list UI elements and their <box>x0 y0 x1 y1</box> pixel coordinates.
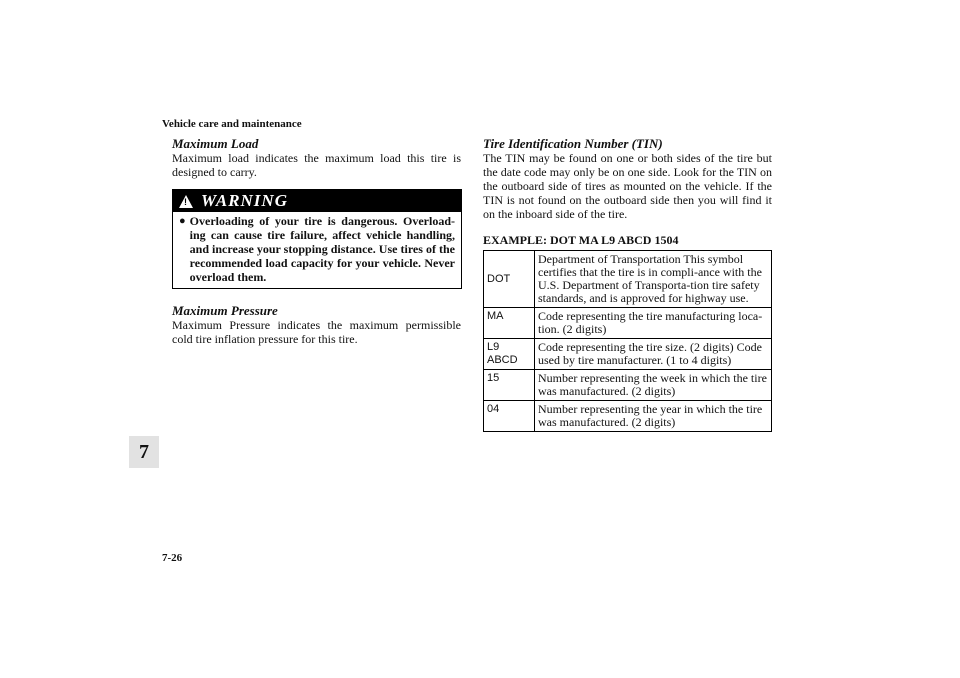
bullet-icon: ● <box>179 215 186 227</box>
max-load-heading: Maximum Load <box>172 136 259 151</box>
left-column <box>172 136 461 346</box>
table-row <box>484 339 772 370</box>
tin-body: The TIN may be found on one or both sides of the tire but the date code may only be on one side. Look for the TIN on the outboard side of tires as mounted on the vehicle. If the TIN is not found on the outboard side then you will find it on the inboard side of the tire. <box>483 151 772 221</box>
table-row <box>484 251 772 308</box>
table-row <box>484 401 772 432</box>
table-desc: Code representing the tire size. (2 digits) Code used by tire manufacturer. (1 to 4 digits) <box>535 339 772 370</box>
table-desc: Department of Transportation This symbol certifies that the tire is in compli-ance with the U.S. Department of Transporta-tion tire safety standards, and is approved for highway use. <box>535 251 772 308</box>
table-code: 04 <box>484 401 535 432</box>
table-row <box>484 370 772 401</box>
tin-heading: Tire Identification Number (TIN) <box>483 136 663 151</box>
right-column <box>483 136 772 432</box>
warning-triangle-icon: ! <box>179 195 193 208</box>
warning-title-bar <box>173 190 461 212</box>
max-load-body: Maximum load indicates the maximum load this tire is designed to carry. <box>172 151 461 179</box>
table-desc: Number representing the year in which the tire was manufactured. (2 digits) <box>535 401 772 432</box>
table-code: DOT <box>484 251 535 308</box>
chapter-tab: 7 <box>129 436 159 468</box>
table-desc: Number representing the week in which the tire was manufactured. (2 digits) <box>535 370 772 401</box>
section-header: Vehicle care and maintenance <box>162 118 302 130</box>
warning-title: WARNING <box>201 191 288 210</box>
tin-example: EXAMPLE: DOT MA L9 ABCD 1504 <box>483 233 679 247</box>
page-number: 7-26 <box>162 552 183 564</box>
warning-body <box>173 212 461 288</box>
tin-table <box>483 250 772 432</box>
table-desc: Code representing the tire manufacturing loca-tion. (2 digits) <box>535 308 772 339</box>
table-row <box>484 308 772 339</box>
table-code: MA <box>484 308 535 339</box>
table-code: L9 ABCD <box>484 339 535 370</box>
max-pressure-body: Maximum Pressure indicates the maximum permissible cold tire inflation pressure for this tire. <box>172 318 461 346</box>
table-code: 15 <box>484 370 535 401</box>
max-pressure-heading: Maximum Pressure <box>172 303 278 318</box>
warning-text: Overloading of your tire is dangerous. Overload-ing can cause tire failure, affect vehicle handling, and increase your stopping distance. Use tires of the recommended load capacity for your vehicle. Never overload them. <box>189 214 455 284</box>
warning-box <box>172 189 462 289</box>
